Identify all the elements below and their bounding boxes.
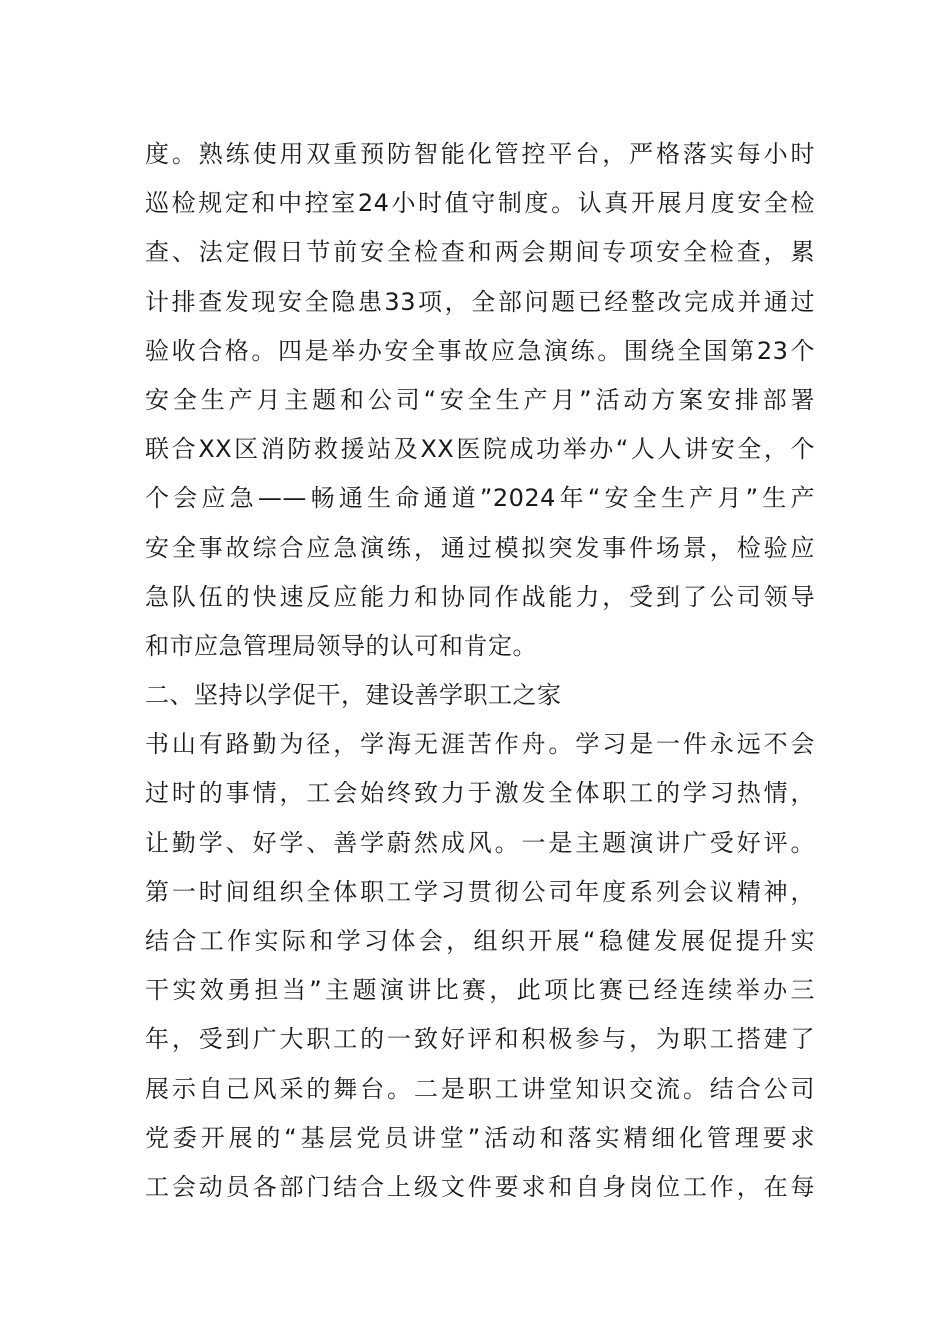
text-line: 第一时间组织全体职工学习贯彻公司年度系列会议精神，: [145, 877, 815, 906]
text-line: 让勤学、好学、善学蔚然成风。一是主题演讲广受好评。: [145, 828, 815, 857]
text-line: 党委开展的“基层党员讲堂”活动和落实精细化管理要求: [145, 1123, 815, 1152]
text-line: 书山有路勤为径，学海无涯苦作舟。学习是一件永远不会: [145, 730, 815, 759]
text-line: 巡检规定和中控室24小时值守制度。认真开展月度安全检: [145, 189, 815, 218]
text-line: 展示自己风采的舞台。二是职工讲堂知识交流。结合公司: [145, 1074, 815, 1103]
text-line: 计排查发现安全隐患33项，全部问题已经整改完成并通过: [145, 287, 815, 316]
text-line: 结合工作实际和学习体会，组织开展“稳健发展促提升实: [145, 927, 815, 955]
text-line: 干实效勇担当”主题演讲比赛，此项比赛已经连续举办三: [145, 976, 815, 1005]
text-line: 和市应急管理局领导的认可和肯定。: [145, 631, 537, 660]
text-line: 工会动员各部门结合上级文件要求和自身岗位工作，在每: [145, 1172, 815, 1201]
text-line: 个会应急——畅通生命通道”2024年“安全生产月”生产: [145, 484, 815, 513]
text-line: 急队伍的快速反应能力和协同作战能力，受到了公司领导: [145, 582, 815, 611]
section-heading: 二、坚持以学促干，建设善学职工之家: [145, 681, 562, 710]
text-line: 度。熟练使用双重预防智能化管控平台，严格落实每小时: [145, 140, 815, 168]
text-line: 联合XX区消防救援站及XX医院成功举办“人人讲安全，个: [145, 435, 815, 464]
text-line: 安全生产月主题和公司“安全生产月”活动方案安排部署: [145, 385, 815, 414]
text-line: 过时的事情，工会始终致力于激发全体职工的学习热情，: [145, 779, 815, 808]
text-line: 安全事故综合应急演练，通过模拟突发事件场景，检验应: [145, 533, 815, 562]
text-line: 验收合格。四是举办安全事故应急演练。围绕全国第23个: [145, 336, 815, 365]
text-line: 年，受到广大职工的一致好评和积极参与，为职工搭建了: [145, 1025, 815, 1054]
body-text: [145, 130, 815, 1212]
text-line: 查、法定假日节前安全检查和两会期间专项安全检查，累: [145, 238, 815, 267]
